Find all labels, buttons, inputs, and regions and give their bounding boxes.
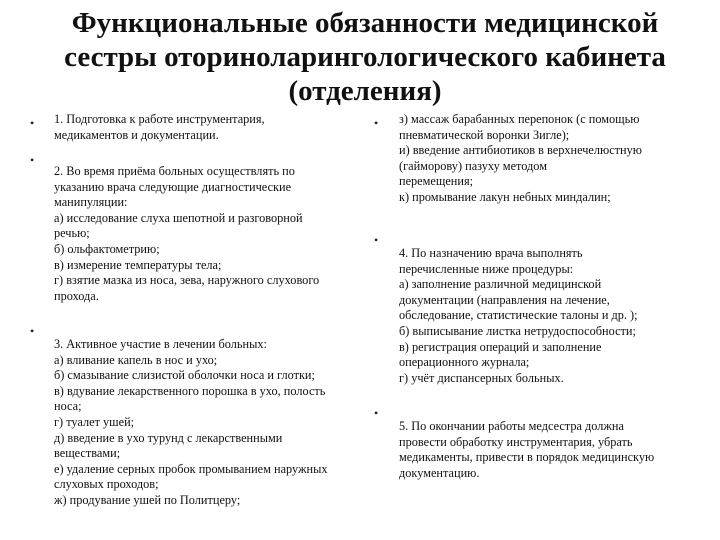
text-line: в) вдувание лекарственного порошка в ухо, полость	[54, 383, 326, 398]
text-line: медикаментов и документации.	[54, 127, 219, 142]
text-line: пневматической воронки Зигле);	[399, 127, 570, 142]
text-line: документацию.	[399, 465, 480, 480]
bullet-icon: •	[374, 406, 379, 420]
text-line: медикаменты, привести в порядок медицинскую	[399, 450, 655, 465]
text-line: з) массаж барабанных перепонок (с помощью	[399, 112, 640, 126]
text-line: обследование, статистические талоны и др. );	[399, 308, 638, 323]
text-line: б) смазывание слизистой оболочки носа и глотки;	[54, 368, 315, 383]
text-line: а) исследование слуха шепотной и разговорной	[54, 210, 303, 225]
text-line: б) выписывание листка нетрудоспособности;	[399, 323, 636, 338]
text-line: в) измерение температуры тела;	[54, 257, 222, 272]
list-item-preparation	[54, 112, 374, 143]
text-line: е) удаление серных пробок промыванием наружных	[54, 461, 328, 476]
text-line: указанию врача следующие диагностические	[54, 179, 292, 194]
text-line: 1. Подготовка к работе инструментария,	[54, 112, 265, 126]
text-line: г) учёт диспансерных больных.	[399, 370, 564, 385]
text-line: б) ольфактометрию;	[54, 241, 160, 256]
title-line: Функциональные обязанности медицинской	[71, 7, 659, 39]
text-line: г) взятие мазка из носа, зева, наружного слухового	[54, 273, 320, 288]
text-line: 4. По назначению врача выполнять	[399, 246, 583, 260]
bullet-icon: •	[30, 324, 35, 338]
text-line: веществами;	[54, 446, 121, 461]
title-line: (отделения)	[288, 75, 442, 107]
text-line: ж) продувание ушей по Политцеру;	[54, 492, 241, 507]
slide-title	[40, 6, 690, 108]
text-line: документации (направления на лечение,	[399, 292, 610, 307]
bullet-icon: •	[374, 116, 379, 130]
list-item-diagnostics	[54, 164, 374, 304]
text-line: речью;	[54, 226, 90, 241]
text-line: (гайморову) пазуху методом	[399, 158, 547, 173]
text-line: носа;	[54, 399, 82, 414]
text-line: 2. Во время приёма больных осуществлять по	[54, 164, 295, 178]
text-line: г) туалет ушей;	[54, 414, 135, 429]
bullet-icon: •	[374, 233, 379, 247]
text-line: в) регистрация операций и заполнение	[399, 339, 602, 354]
text-line: перечисленные ниже процедуры:	[399, 261, 574, 276]
bullet-icon: •	[30, 116, 35, 130]
list-item-procedures	[399, 246, 699, 386]
list-item-treatment	[54, 337, 374, 509]
text-line: перемещения;	[399, 174, 474, 189]
text-line: д) введение в ухо турунд с лекарственными	[54, 430, 283, 445]
title-line: сестры оториноларингологического кабинета	[64, 41, 666, 73]
text-line: манипуляции:	[54, 195, 128, 210]
list-item-end-of-shift	[399, 419, 699, 481]
text-line: к) промывание лакун небных миндалин;	[399, 189, 611, 204]
text-line: а) вливание капель в нос и ухо;	[54, 352, 218, 367]
bullet-icon: •	[30, 153, 35, 167]
text-line: а) заполнение различной медицинской	[399, 277, 602, 292]
text-line: 5. По окончании работы медсестра должна	[399, 419, 624, 433]
text-line: провести обработку инструментария, убрать	[399, 434, 633, 449]
text-line: и) введение антибиотиков в верхнечелюстную	[399, 143, 642, 158]
text-line: операционного журнала;	[399, 355, 530, 370]
list-item-treatment-continued	[399, 112, 699, 206]
text-line: 3. Активное участие в лечении больных:	[54, 337, 267, 351]
text-line: прохода.	[54, 288, 99, 303]
text-line: слуховых проходов;	[54, 477, 159, 492]
